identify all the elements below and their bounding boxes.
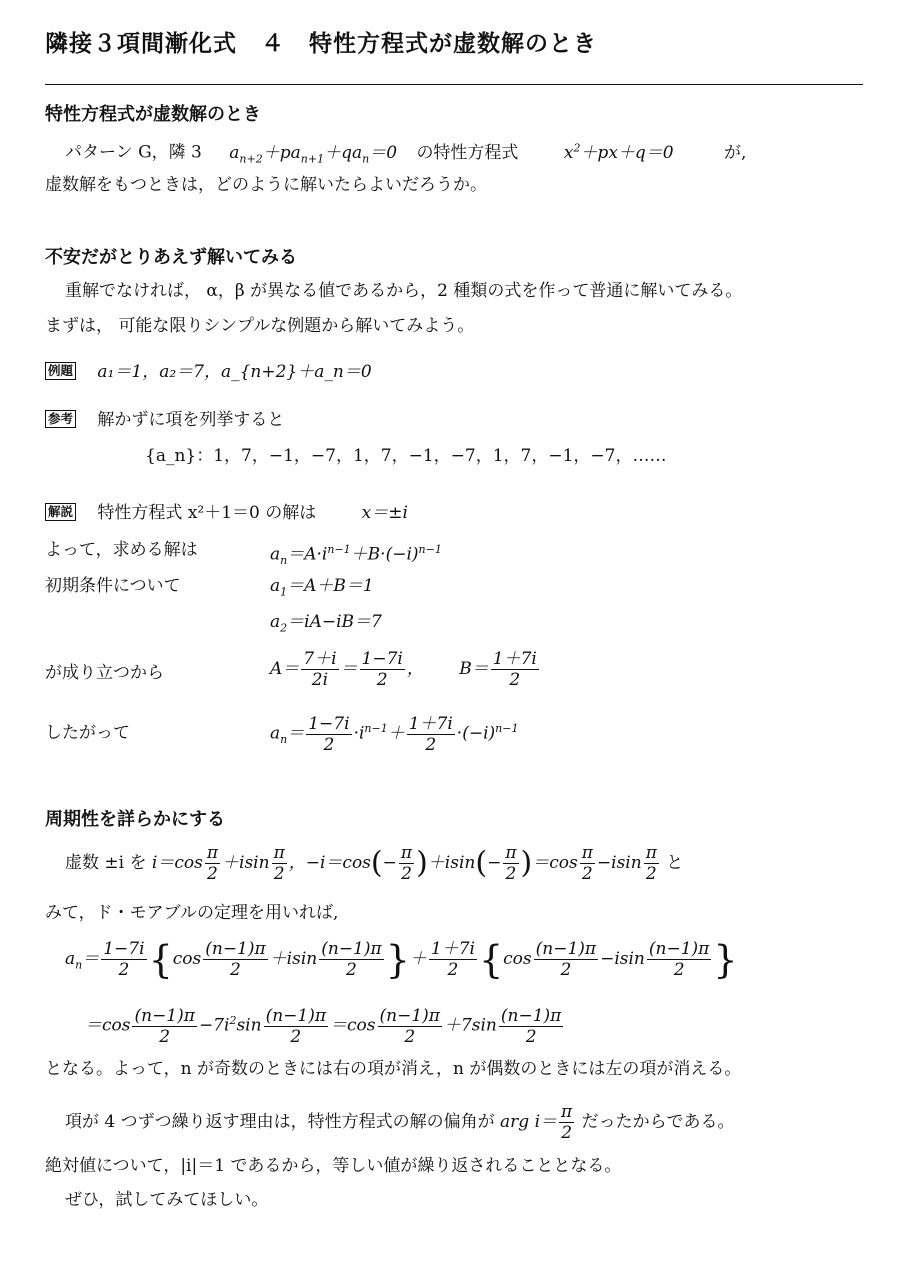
solution-text: 特性方程式 x²＋1＝0 の解は bbox=[97, 503, 317, 523]
label-thus: よって，求める解は bbox=[45, 540, 198, 560]
initial-eq-1: $a_1=A+B=1$ bbox=[270, 576, 374, 599]
simplified-expansion: ＝cos $\frac{(n-1)\pi}{2}$ $-7i^2\sin$ $\frac{(n-1)\pi}{2}$ ＝cos $\frac{(n-1)\pi}{2}$ ＋7sin $\frac{(n-1)\pi}{2}$ bbox=[85, 1005, 562, 1047]
s1-line1-prefix: パターン G，隣 3 bbox=[65, 142, 202, 163]
section-heading-1: 特性方程式が虚数解のとき bbox=[45, 104, 261, 125]
title-divider bbox=[45, 84, 863, 85]
s3-line-7: 絶対値について，|i|＝1 であるから，等しい値が繰り返されることとなる。 bbox=[45, 1156, 622, 1176]
example-formula: a₁＝1，a₂＝7，a_{n+2}＋a_n＝0 bbox=[97, 362, 372, 382]
recurrence-formula: $a_{n+2}+pa_{n+1}+qa_n=0$ bbox=[229, 142, 398, 166]
s3-line6-suffix: だったからである。 bbox=[581, 1112, 735, 1132]
solution-tag: 解説 bbox=[45, 503, 76, 521]
argument-formula: arg i＝ $\frac{\pi}{2}$ bbox=[500, 1102, 573, 1143]
polar-form: i＝cos $\frac{\pi}{2}$ ＋isin $\frac{\pi}{2}$ ，−i＝cos(− $\frac{\pi}{2}$ )＋isin(− $\frac{\pi}{2}$ )＝cos $\frac{\pi}{2}$ −isin $\frac{\pi}{2}$ bbox=[151, 843, 657, 884]
label-therefore: したがって bbox=[45, 723, 130, 743]
s3-line1-prefix: 虚数 ±i を bbox=[65, 853, 147, 873]
final-solution: $a_n=$ $\frac{1-7i}{2}$ $\cdot i^{n-1}+$ $\frac{1+7i}{2}$ $\cdot(-i)^{n-1}$ bbox=[270, 713, 519, 755]
sequence-listing: {a_n}：1，7，−1，−7，1，7，−1，−7，1，7，−1，−7，…… bbox=[145, 446, 667, 466]
s3-line-1 bbox=[65, 842, 683, 884]
section-heading-3: 周期性を詳らかにする bbox=[45, 809, 225, 830]
solution-row bbox=[45, 498, 408, 528]
s3-line-8: ぜひ，試してみてほしい。 bbox=[65, 1190, 269, 1210]
page-title: 隣接３項間漸化式 ４ 特性方程式が虚数解のとき bbox=[45, 31, 597, 57]
s3-line6-prefix: 項が 4 つずつ繰り返す理由は，特性方程式の解の偏角が bbox=[65, 1112, 495, 1132]
s1-line-2: 虚数解をもつときは，どのように解いたらよいだろうか。 bbox=[45, 175, 487, 195]
s2-line-2: まずは， 可能な限りシンプルな例題から解いてみよう。 bbox=[45, 316, 475, 336]
example-tag: 例題 bbox=[45, 362, 76, 380]
initial-eq-2: $a_2=iA-iB=7$ bbox=[270, 612, 382, 635]
de-moivre-expansion: $a_n=$ $\frac{1-7i}{2}$ {cos $\frac{(n-1)\pi}{2}$ ＋isin $\frac{(n-1)\pi}{2}$ }＋ $\frac{1+7i}{2}$ {cos $\frac{(n-1)\pi}{2}$ −isin $\frac{(n-1)\pi}{2}$ } bbox=[65, 937, 738, 982]
s3-line-2: みて，ド・モアブルの定理を用いれば, bbox=[45, 903, 339, 923]
s3-line-6 bbox=[65, 1100, 734, 1144]
s3-line1-suffix: と bbox=[666, 853, 684, 873]
s1-line1-suffix: が, bbox=[724, 142, 747, 163]
label-hold: が成り立つから bbox=[45, 663, 164, 683]
reference-tag: 参考 bbox=[45, 410, 76, 428]
char-equation: $x^2+px+q=0$ bbox=[563, 141, 674, 163]
s2-line-1: 重解でなければ， α，β が異なる値であるから，2 種類の式を作って普通に解いてみる。 bbox=[65, 281, 743, 301]
label-initial: 初期条件について bbox=[45, 576, 181, 596]
solution-root: x＝±i bbox=[361, 503, 408, 523]
s1-line-1 bbox=[65, 133, 746, 174]
s3-line-5: となる。よって，n が奇数のときには右の項が消え，n が偶数のときには左の項が消える。 bbox=[45, 1059, 742, 1079]
reference-text: 解かずに項を列挙すると bbox=[97, 410, 285, 430]
s1-line1-mid: の特性方程式 bbox=[416, 142, 519, 163]
coefficients-formula: A＝ $\frac{7+i}{2i}$ ＝ $\frac{1-7i}{2}$ ， B＝ $\frac{1+7i}{2}$ bbox=[270, 649, 537, 690]
general-solution: $a_n=A\cdot i^{n-1}+B\cdot(-i)^{n-1}$ bbox=[270, 543, 442, 568]
reference-row bbox=[45, 405, 284, 435]
section-heading-2: 不安だがとりあえず解いてみる bbox=[45, 247, 297, 268]
example-row bbox=[45, 357, 372, 387]
